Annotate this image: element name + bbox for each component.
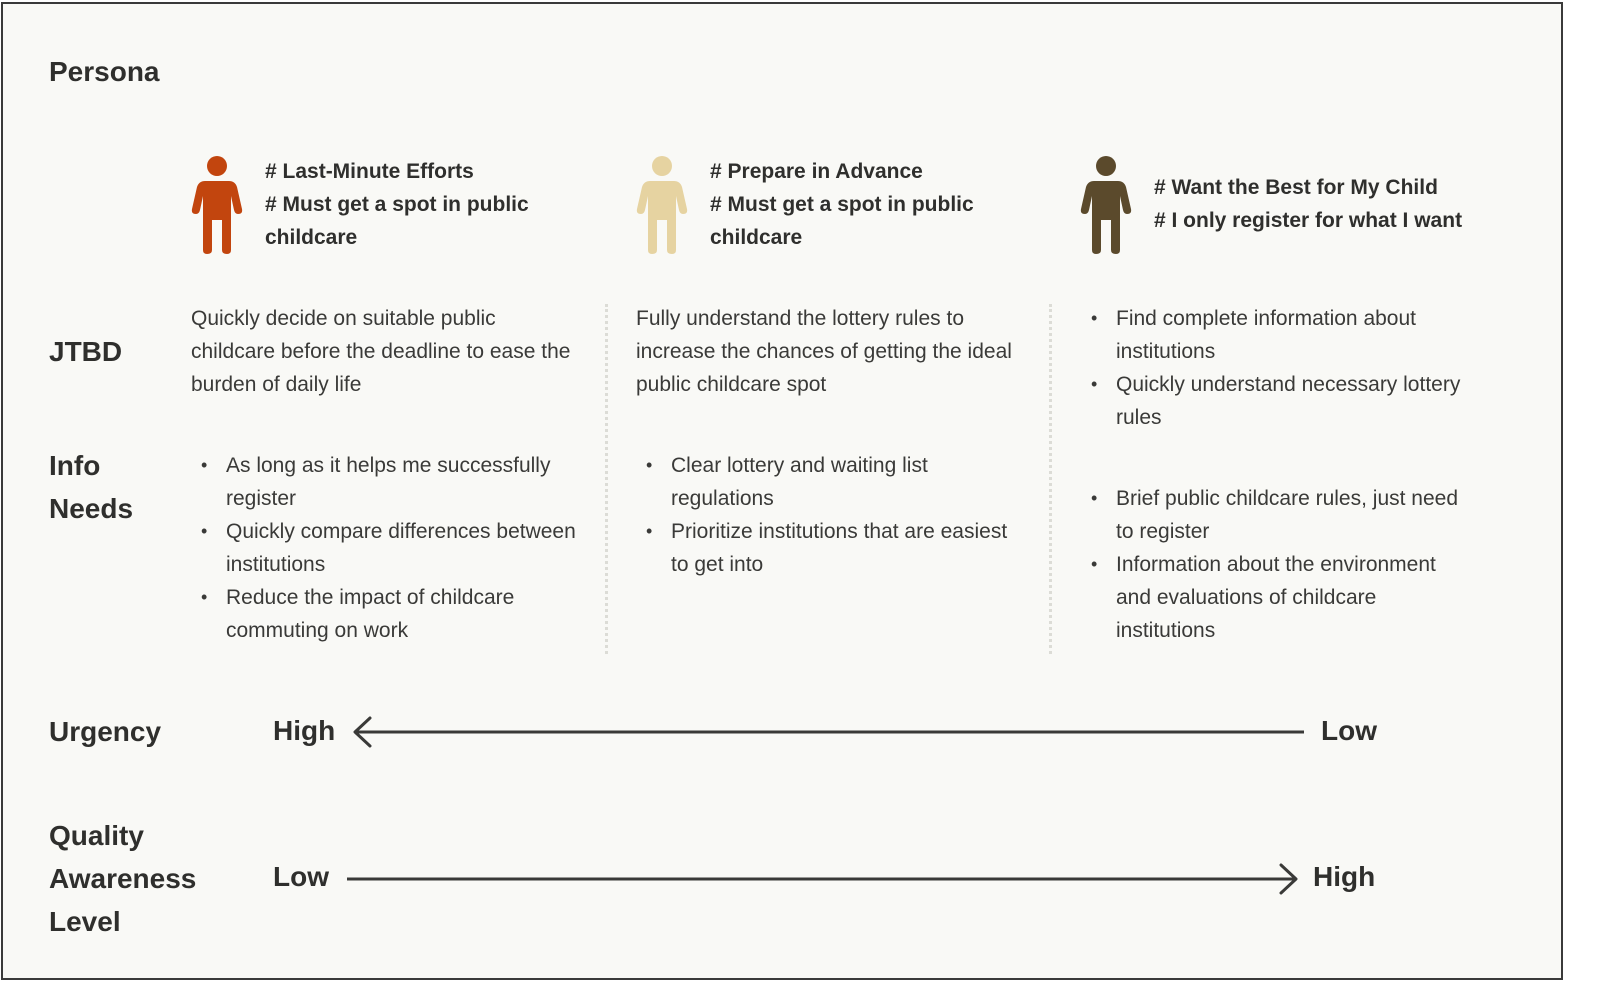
row-label-quality	[49, 814, 196, 943]
page-title: Persona	[49, 56, 160, 87]
persona-tags	[265, 155, 571, 254]
urgency-arrow	[348, 714, 1308, 750]
persona-2-jtbd: Fully understand the lottery rules to increase the chances of getting the ideal public childcare spot	[636, 307, 1012, 396]
persona-3-jtbd	[1081, 302, 1461, 434]
row-label-line: Awareness	[49, 863, 197, 894]
list-item: • Quickly understand necessary lottery rules	[1081, 368, 1461, 434]
person-icon	[1080, 154, 1132, 254]
list-item: • Clear lottery and waiting list regulations	[636, 449, 1026, 515]
row-label-info-needs	[49, 444, 133, 530]
quality-left-label: Low	[273, 861, 329, 892]
row-label-urgency: Urgency	[49, 716, 162, 747]
list-item: • Reduce the impact of childcare commuting on work	[191, 581, 583, 647]
urgency-right-label: Low	[1321, 715, 1377, 746]
persona-2-header	[636, 154, 1016, 254]
quality-right-label: High	[1313, 861, 1376, 892]
column-divider	[1049, 304, 1052, 654]
person-icon	[191, 154, 243, 254]
row-label-line: Info	[49, 450, 101, 481]
column-divider	[605, 304, 608, 654]
persona-tag: # Must get a spot in public childcare	[710, 192, 974, 249]
urgency-left-label: High	[273, 715, 336, 746]
row-label-line: Needs	[49, 493, 134, 524]
row-label-line: Quality	[49, 820, 144, 851]
row-label-jtbd: JTBD	[49, 336, 123, 367]
quality-arrow	[345, 861, 1305, 897]
persona-tag: # Must get a spot in public childcare	[265, 192, 529, 249]
persona-1-info-needs	[191, 449, 583, 647]
persona-tag: # I only register for what I want	[1154, 209, 1463, 232]
persona-board	[1, 2, 1563, 980]
list-item: • Find complete information about institutions	[1081, 302, 1461, 368]
persona-1-header	[191, 154, 571, 254]
persona-tags	[710, 155, 1016, 254]
persona-tag: # Prepare in Advance	[710, 159, 923, 183]
list-item: • Information about the environment and evaluations of childcare institutions	[1081, 548, 1461, 647]
row-label-line: Level	[49, 906, 121, 937]
persona-2-info-needs	[636, 449, 1026, 581]
persona-1-jtbd: Quickly decide on suitable public childcare before the deadline to ease the burden of daily life	[191, 307, 571, 396]
list-item: • Prioritize institutions that are easiest to get into	[636, 515, 1026, 581]
persona-3-header	[1080, 154, 1520, 254]
persona-3-info-needs	[1081, 482, 1461, 647]
persona-tag: # Want the Best for My Child	[1154, 176, 1438, 199]
persona-tags	[1154, 171, 1462, 237]
persona-tag: # Last-Minute Efforts	[265, 159, 474, 183]
list-item: • Quickly compare differences between institutions	[191, 515, 583, 581]
person-icon	[636, 154, 688, 254]
list-item: • As long as it helps me successfully register	[191, 449, 583, 515]
list-item: • Brief public childcare rules, just need to register	[1081, 482, 1461, 548]
